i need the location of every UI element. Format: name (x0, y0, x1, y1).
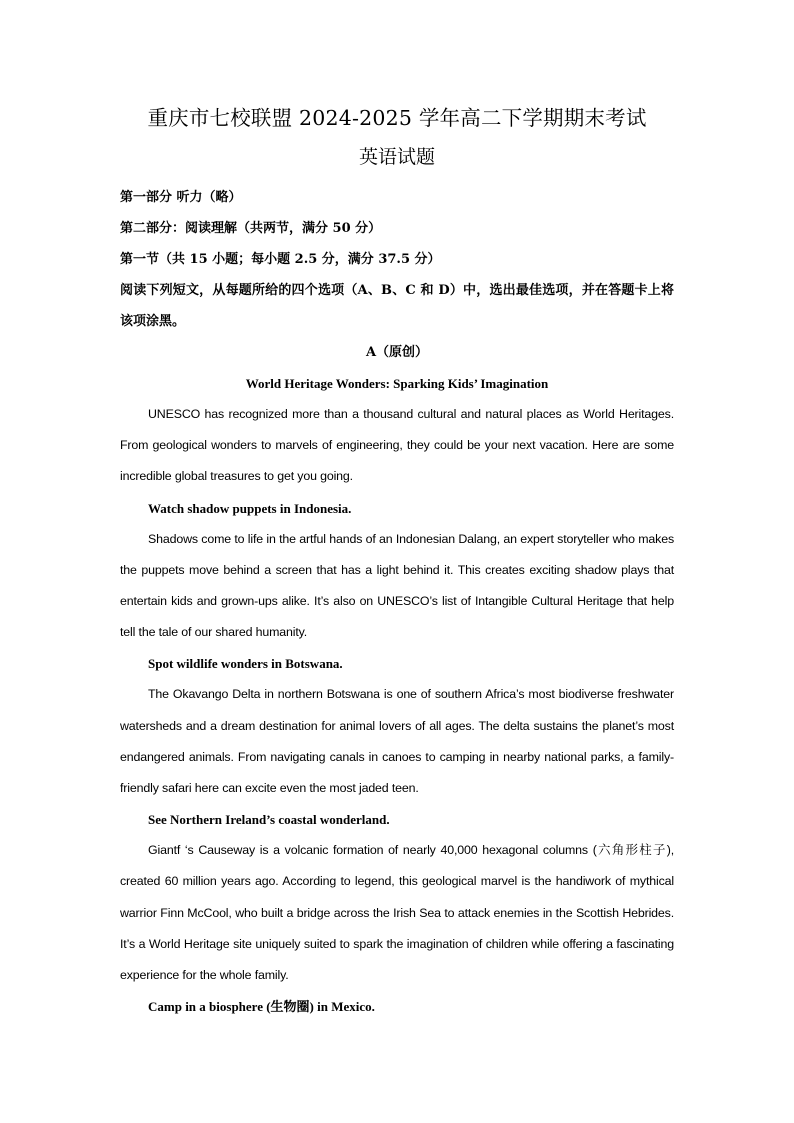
exam-subtitle: 英语试题 (358, 146, 435, 168)
part1-heading: 第一部分 听力（略） (120, 190, 242, 205)
item-heading-indonesia: Watch shadow puppets in Indonesia. (148, 500, 352, 516)
document-page (120, 98, 674, 1022)
passage-label: A（原创） (365, 345, 429, 360)
exam-title: 重庆市七校联盟 2024-2025 学年高二下学期期末考试 (147, 106, 647, 130)
item-heading-mexico: Camp in a biosphere (生物圈) in Mexico. (148, 999, 375, 1015)
item-heading-botswana: Spot wildlife wonders in Botswana. (148, 656, 343, 672)
instructions-text: 阅读下列短文，从每题所给的四个选项（A、B、C 和 D）中，选出最佳选项，并在答题卡上将该项涂黑。 (120, 283, 674, 329)
item-body-ireland: Giantf ‘s Causeway is a volcanic formation of nearly 40,000 hexagonal columns (六角形柱子), created 60 million years ago. According to legend, this geological marvel is the handiwork of mythical warrior Finn McCool, who built a bridge across the Irish Sea to attack enemies in the Scottish Hebrides. It’s a World Heritage site uniquely suited to spark the imagination of children while offering a fascinating experience for the whole family. (120, 843, 674, 983)
item-body-botswana: The Okavango Delta in northern Botswana is one of southern Africa’s most biodiverse freshwater watersheds and a dream destination for animal lovers of all ages. The delta sustains the planet’s most endangered animals. From navigating canals in canoes to camping in nearby national parks, a family-friendly safari here can excite even the most jaded teen. (120, 687, 674, 796)
item-heading-ireland: See Northern Ireland’s coastal wonderland. (148, 812, 390, 828)
part2-heading: 第二部分：阅读理解（共两节，满分 50 分） (120, 221, 382, 236)
item-body-indonesia: Shadows come to life in the artful hands of an Indonesian Dalang, an expert storyteller who makes the puppets move behind a screen that has a light behind it. This creates exciting shadow plays that entertain kids and grown-ups alike. It’s also on UNESCO’s list of Intangible Cultural Heritage that help tell the tale of our shared humanity. (120, 531, 674, 640)
section1-heading: 第一节（共 15 小题；每小题 2.5 分，满分 37.5 分） (120, 252, 441, 267)
intro-paragraph: UNESCO has recognized more than a thousand cultural and natural places as World Heritages. From geological wonders to marvels of engineering, they could be your next vacation. Here are some incredible global treasures to get you going. (120, 407, 674, 484)
passage-title: World Heritage Wonders: Sparking Kids’ Imagination (245, 376, 549, 391)
